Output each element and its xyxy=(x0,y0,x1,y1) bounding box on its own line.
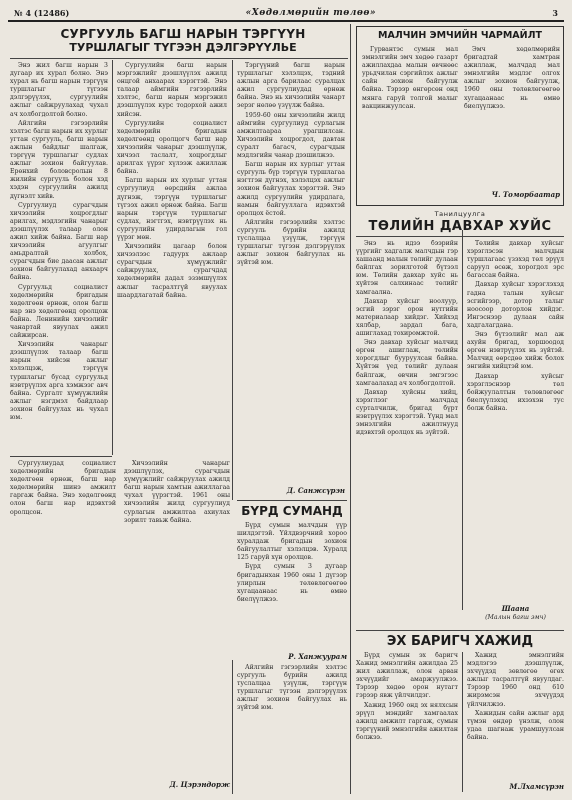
newspaper-title: «Хөдөлмөрийн төлөө» xyxy=(245,8,376,18)
paragraph: Энэ нь идээ бээрийн үүргийг хадгалж малчдын гэр хашаанд малын төлийг дулаан байлгах зорилготой бүтээл юм. Төлийн давхар хуйс нь хүйтэн салхинаас төлийг хамгаална. xyxy=(356,240,458,296)
midwife-article-column-2 xyxy=(467,652,564,780)
column-divider xyxy=(462,652,463,792)
column-divider xyxy=(112,60,113,455)
herder-vet-column-1 xyxy=(362,46,458,194)
paragraph: Бүрд сумын малчдын үүр шилдэгтэй. Үйлдвэрчний хороо хуралдаж бригадын зохион байгуулалтыг хэлэлцэв. Хуралд 125 гаруй хүн оролцов. xyxy=(237,522,347,562)
headline-divider xyxy=(10,58,348,59)
paragraph: Давхар хуйсны хийц, хэрэглээг малчдад сурталчилж, бригад бүрт нэвтрүүлэх хэрэгтэй. Үүнд мал эмнэлгийн ажилтнууд идэвхтэй оролцох нь зүйтэй. xyxy=(356,388,458,437)
main-headline-line1: СУРГУУЛЬ БАГШ НАРЫН ТЭРГҮҮН xyxy=(60,27,306,41)
tent-article-column-1 xyxy=(356,240,458,612)
paragraph: Сургуулиудад социалист хөдөлмөрийн бригадын хөдөлгөөн өрнөж, багш нар хөдөлмөрийн шинэ амжилт гаргаж байна. Энэ хөдөлгөөнд олон багш нар идэвхтэй оролцсон. xyxy=(10,460,116,516)
paragraph: Бүрд сумын 3 дугаар бригадынхан 1960 оны 1 дүгээр улирлын төлөвлөгөөгөө хугацаанаас нь өмнө биелүүлжээ. xyxy=(237,563,347,603)
paragraph: Хажид эмнэлгийн мэдлэгээ дээшлүүлж, эхчүүдэд зөвлөгөө өгөх ажлыг тасралтгүй явуулдаг. Тэрээр 1960 онд 610 жирэмсэн эхчүүдэд үйлчилжээ. xyxy=(467,652,564,708)
main-article-column-1 xyxy=(10,62,108,452)
column-divider xyxy=(462,230,463,610)
section-divider xyxy=(10,456,112,457)
section-divider xyxy=(237,500,347,501)
section-divider xyxy=(356,630,564,631)
paragraph: Сургуулиуд сурагчдын хичээлийн хоцрогдлыг арилгах, мэдлэгийн чанарыг дээшлүүлэх талаар олон ажил хийж байна. Багш нар хичээлийн агуулгыг амьдралтай холбох, сурагчдын бие даасан ажлыг зохион байгуулахад анхаарч байна. xyxy=(10,201,108,282)
column-divider xyxy=(232,60,233,500)
paragraph: Гурвантэс сумын мал эмнэлгийн эмч хөдөө газарт ажиллахдаа малын өвчнөөс урьдчилан сэргийлэх ажлыг сайн зохион байгуулж байна. Тэрээр өнгөрсөн онд мянга гаруй толгой малыг вакцинжуулсан. xyxy=(362,46,458,110)
paragraph: Энэ жил багш нарын 3 дугаар их хурал болно. Энэ хурал нь багш нарын тэргүүн туршлагыг түгээн дэлгэрүүлэх, сургуулийн ажлыг сайжруулахад чухал ач холбогдолтой болно. xyxy=(10,62,108,118)
signature-subtitle: (Малын багш эмч) xyxy=(485,614,546,621)
herder-vet-title: МАЛЧИН ЭМЧИЙН ЧАРМАЙЛТ xyxy=(378,30,542,41)
paragraph: Давхар хуйсыг хэрэглэхэд гадна талын хуйсыг эсгийгээр, дотор талыг ноосоор доторлон хийдэг. Ингэснээр дулаан сайн хадгалагдана. xyxy=(467,281,564,329)
paragraph: Эмч хөдөлмөрийн бригадтай хамтран ажиллаж, малчдад мал эмнэлгийн мэдлэг олгох ажлыг зохион байгуулж, 1960 оны төлөвлөгөөгөө хугацаанаас нь өмнө биелүүлжээ. xyxy=(464,46,560,110)
paragraph: Сургуульд социалист хөдөлмөрийн бригадын хөдөлгөөн өрнөж, олон багш нар энэ хөдөлгөөнд оролцож байна. Ленинийн хичээлийг чанартай явуулах ажил сайжирсан. xyxy=(10,283,108,340)
paragraph: Хичээлийн цагаар болон хичээлээс гадуурх ажлаар сурагчдын хүмүүжлийг сайжруулах, сурагчдад хөдөлмөрийн дадал эзэмшүүлэх ажлыг тасралтгүй явуулах шаардлагатай байна. xyxy=(117,243,227,299)
midwife-article-signature: М.Лхамсүрэн xyxy=(509,782,564,791)
paragraph: Төлийн давхар хуйсыг хэрэглэсэн малчдын туршлагаас үзэхэд төл эрүүл саруул өсөж, хорогдол эрс багассан байна. xyxy=(467,240,564,280)
column-divider xyxy=(350,24,351,794)
paragraph: Хажид 1960 онд эх нялхсын эрүүл мэндийг хамгаалах ажилд амжилт гаргаж, сумын тэргүүний эмнэлгийн ажилтан болжээ. xyxy=(356,701,458,741)
column-divider xyxy=(232,660,233,794)
midwife-article-column-1 xyxy=(356,652,458,792)
paragraph: Тэргүүний багш нарын туршлагыг хэлэлцэх, тэдний ажлын арга барилаас суралцах ажил сургуулиудад өрнөж байна. Энэ нь хичээлийн чанарт эерэг нөлөө үзүүлж байна. xyxy=(237,62,345,110)
paragraph: Багш нарын их хурлыг угтан сургуулиуд өөрсдийн ажлаа дүгнэж, тэргүүн туршлагыг түгээх ажил өрнөж байна. Багш нарын тэргүүн туршлагыг судлах, нэгтгэх, нэвтрүүлэх нь сургуулийн удирдлагын гол үүрэг мөн. xyxy=(117,177,227,241)
paragraph: Хажидын сайн ажлыг ард түмэн өндөр үнэлж, олон удаа шагнаж урамшуулсан байна. xyxy=(467,709,564,741)
paragraph: Давхар хуйсыг ноолуур, эсгий зэрэг орон нутгийн материалаар хийдэг. Хийхэд хялбар, зардал бага, ашиглахад тохиромжтой. xyxy=(356,297,458,338)
paragraph: Сургуулийн багш нарын мэргэжлийг дээшлүүлэх ажилд онцгой анхаарах хэрэгтэй. Энэ талаар аймгийн гэгээрлийн хэлтэс, багш нарын мэргэжил дээшлүүлэх курс тодорхой ажил хийсэн. xyxy=(117,62,227,118)
bottom-left-article xyxy=(10,460,230,776)
midwife-article-title: ЭХ БАРИГЧ ХАЖИД xyxy=(386,634,534,649)
main-article-column-3 xyxy=(237,62,345,482)
paragraph: Бүрд сумын эх баригч Хажид эмнэлгийн ажилдаа 25 жил ажиллаж, олон арван эхчүүдийг амаржуулжээ. Тэрээр хөдөө орон нутагт гэрээр явж үйлчилдэг. xyxy=(356,652,458,700)
main-article-signature: Д. Санжсүрэн xyxy=(286,486,345,495)
paragraph: Айлгийн гэгээрлийн хэлтэс сургууль бүрийн ажилд туслалцаа үзүүлж, тэргүүн туршлагыг түгээн дэлгэрүүлэх ажлыг зохион байгуулах нь зүйтэй юм. xyxy=(237,218,345,267)
page-number: 3 xyxy=(552,8,558,18)
tent-article-title: ТӨЛИЙН ДАВХАР ХУЙС xyxy=(368,219,552,234)
tent-article-signature: Шаана xyxy=(501,604,530,613)
tent-article-column-2 xyxy=(467,240,564,600)
burd-news-continued xyxy=(237,664,347,794)
paragraph: Хичээлийн чанарыг дээшлүүлэх, сурагчдын хүмүүжлийг сайжруулах ажилд багш нарын хамтын ажиллагаа чухал үүрэгтэй. 1961 оны хичээлийн жилд сургуулиуд сурлагын амжилтаа ахиулах зорилт тавьж байна. xyxy=(124,460,230,524)
paragraph: Энэ давхар хуйсыг малчид өргөн ашиглаж, төлийн хорогдлыг бууруулсан байна. Хүйтэн үед төлийг дулаан байлгаж, өвчин эмгэгээс хамгаалахад ач холбогдолтой. xyxy=(356,339,458,387)
issue-number: № 4 (12486) xyxy=(14,8,70,18)
burd-news-title: БҮРД СУМАНД xyxy=(241,504,343,518)
paragraph: Хичээлийн чанарыг дээшлүүлэх талаар багш нарын хийсэн ажлыг хэлэлцэж, тэргүүн туршлагыг бусад сургуульд нэвтрүүлэх арга хэмжээг авч байна. Сургалт хүмүүжлийн ажлыг нэгдмэл байдлаар зохион байгуулах нь чухал юм. xyxy=(10,341,108,422)
bottom-left-signature: Д. Цэрэндорж xyxy=(169,780,230,789)
paragraph: Давхар хуйсыг хэрэглэснээр төл бойжуулалтын төлөвлөгөөг биелүүлэхэд ихээхэн тус болж байна. xyxy=(467,372,564,412)
burd-news-signature: Р. Ханжуурам xyxy=(288,652,347,661)
paragraph: Айлгийн гэгээрлийн хэлтэс сургууль бүрийн ажилд туслалцаа үзүүлж, тэргүүн туршлагыг түгээн дэлгэрүүлэх ажлыг зохион байгуулах нь зүйтэй юм. xyxy=(237,664,347,712)
burd-news-body xyxy=(237,522,347,650)
paragraph: 1959-60 оны хичээлийн жилд аймгийн сургуулиуд сурлагын амжилтаараа урагшилсан. Хичээлийн хоцрогдол, давтан суралт багасч, сурагчдын мэдлэгийн чанар дээшилжээ. xyxy=(237,111,345,160)
tent-article-kicker: Танилцуулга xyxy=(434,210,486,218)
main-article-column-2 xyxy=(117,62,227,498)
tent-title-divider xyxy=(356,236,564,237)
masthead xyxy=(8,6,564,22)
main-headline-line2: ТУРШЛАГЫГ ТҮГЭЭН ДЭЛГЭРҮҮЛЬЕ xyxy=(69,41,297,54)
paragraph: Айлгийн гэгээрлийн хэлтэс багш нарын их хурлыг угтан сургууль, багш нарын ажлын байдлыг шалгаж, тэргүүн туршлагыг судлах ажлыг зохион байгуулав. Ерөнхий боловсролын 8 жилийн сургууль болон хэд хэдэн сургуулийн ажилд дүгнэлт хийв. xyxy=(10,119,108,200)
tent-article-signature-sub xyxy=(467,614,564,624)
herder-vet-signature: Ч. Томорбаатар xyxy=(491,190,560,199)
paragraph: Сургуулийн социалист хөдөлмөрийн бригадын хөдөлгөөнд оролцогч багш нар хичээлийн чанарыг дээшлүүлж, хичээл таслалт, хоцрогдлыг арилгах үүрэг хүлээж ажиллаж байна. xyxy=(117,119,227,176)
herder-vet-column-2 xyxy=(464,46,560,186)
paragraph: Энэ бүтээлийг мал аж ахуйн бригад, хоршоодод өргөн нэвтрүүлэх нь зүйтэй. Малчид өөрсдөө хийж болох энгийн хийцтэй юм. xyxy=(467,331,564,371)
paragraph: Багш нарын их хурлыг угтан сургууль бүр тэргүүн туршлагаа нэгтгэн дүгнэх, хэлэлцэх ажлыг зохион байгуулах хэрэгтэй. Энэ ажилд сургуулийн удирдлага, намын байгууллага идэвхтэй оролцох ёстой. xyxy=(237,161,345,217)
